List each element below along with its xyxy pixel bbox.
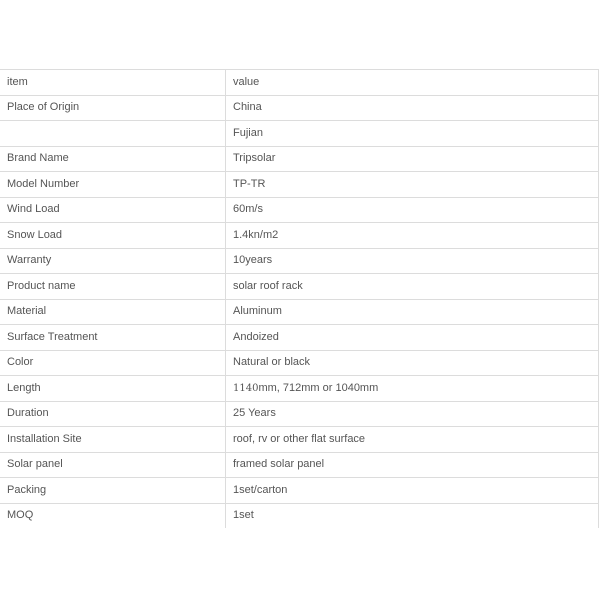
row-item-cell: Wind Load: [0, 197, 226, 223]
table-row: [0, 325, 599, 351]
table-row: [0, 376, 599, 402]
row-value-cell: Tripsolar: [226, 146, 599, 172]
row-value-cell: Fujian: [226, 121, 599, 147]
row-value-cell: TP-TR: [226, 172, 599, 198]
row-item-cell: Length: [0, 376, 226, 402]
table-row: [0, 427, 599, 453]
spec-table: [0, 69, 599, 528]
table-row: [0, 350, 599, 376]
row-item-cell: Model Number: [0, 172, 226, 198]
row-item-cell: Product name: [0, 274, 226, 300]
row-value-cell: 1.4kn/m2: [226, 223, 599, 249]
header-item-cell: item: [0, 70, 226, 96]
row-item-cell: Brand Name: [0, 146, 226, 172]
table-row: [0, 146, 599, 172]
length-value-lead: 1140: [233, 382, 259, 394]
table-row: [0, 452, 599, 478]
row-item-cell: Snow Load: [0, 223, 226, 249]
row-value-cell: solar roof rack: [226, 274, 599, 300]
row-item-cell: Solar panel: [0, 452, 226, 478]
row-item-cell: Place of Origin: [0, 95, 226, 121]
row-value-cell: 25 Years: [226, 401, 599, 427]
table-row: [0, 248, 599, 274]
length-value-rest: mm, 712mm or 1040mm: [258, 381, 379, 394]
row-item-cell: Color: [0, 350, 226, 376]
table-row: [0, 223, 599, 249]
table-row: [0, 95, 599, 121]
row-value-cell: roof, rv or other flat surface: [226, 427, 599, 453]
table-row: [0, 274, 599, 300]
row-value-cell: Natural or black: [226, 350, 599, 376]
row-item-cell: Material: [0, 299, 226, 325]
row-item-cell: Surface Treatment: [0, 325, 226, 351]
table-row: [0, 172, 599, 198]
table-row: [0, 478, 599, 504]
row-value-cell: 10years: [226, 248, 599, 274]
row-value-cell: China: [226, 95, 599, 121]
row-value-cell: [226, 376, 599, 402]
row-item-cell: Duration: [0, 401, 226, 427]
row-value-cell: framed solar panel: [226, 452, 599, 478]
header-value-cell: value: [226, 70, 599, 96]
row-value-cell: 60m/s: [226, 197, 599, 223]
table-header-row: [0, 70, 599, 96]
table-row: [0, 121, 599, 147]
row-value-cell: 1set/carton: [226, 478, 599, 504]
row-item-cell: [0, 121, 226, 147]
row-value-cell: Andoized: [226, 325, 599, 351]
table-row: [0, 401, 599, 427]
table-row: [0, 503, 599, 528]
row-item-cell: Packing: [0, 478, 226, 504]
row-value-cell: Aluminum: [226, 299, 599, 325]
row-item-cell: Installation Site: [0, 427, 226, 453]
row-value-cell: 1set: [226, 503, 599, 528]
row-item-cell: Warranty: [0, 248, 226, 274]
row-item-cell: MOQ: [0, 503, 226, 528]
table-row: [0, 197, 599, 223]
table-row: [0, 299, 599, 325]
